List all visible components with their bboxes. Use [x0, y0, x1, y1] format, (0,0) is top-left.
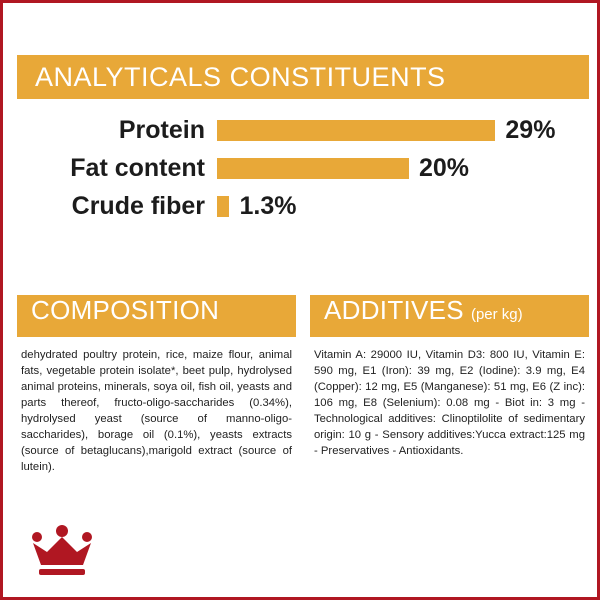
- additives-panel: [310, 295, 589, 475]
- analytical-constituents-panel: [17, 55, 589, 243]
- nutrient-label: Protein: [118, 115, 205, 144]
- composition-text: dehydrated poultry protein, rice, maize flour, animal fats, vegetable protein isolate*, beet pulp, hydrolysed animal proteins, minerals, soya oil, fish oil, yeasts and parts thereof, fructo-oligo-saccharides (0.34%), hydrolysed yeast (source of manno-oligo-saccharides), borage oil (0.1%), yeasts extracts (source of betaglucans),marigold extract (source of lutein).: [21, 349, 292, 474]
- additives-header: [310, 295, 589, 337]
- nutrient-bar: [217, 120, 495, 141]
- nutrient-bar: [217, 158, 409, 179]
- royal-canin-crown-logo: [29, 525, 95, 583]
- additives-title: ADDITIVES: [324, 295, 464, 325]
- nutrient-value: 29%: [505, 115, 556, 144]
- composition-panel: [17, 295, 296, 475]
- nutrient-label: Fat content: [70, 153, 205, 182]
- nutrient-bar: [217, 196, 229, 217]
- nutrient-value: 1.3%: [239, 191, 297, 220]
- composition-title: COMPOSITION: [31, 295, 220, 325]
- nutrient-bar-wrap: [217, 192, 589, 221]
- additives-text: Vitamin A: 29000 IU, Vitamin D3: 800 IU, Vitamin E: 590 mg, E1 (Iron): 39 mg, E2 (Iodine): 3.9 mg, E4 (Copper): 12 mg, E5 (Manganese): 51 mg, E6 (Z inc): 106 mg, E8 (Selenium): 0.08 mg - Biot in: 3 mg - Technological additives: Clinoptilolite of sedimentary origin: 10 g - Sensory additives:Yucca extract:125 mg - Preservatives - Antioxidants.: [314, 349, 585, 458]
- analytical-constituents-header: [17, 55, 589, 99]
- composition-header: [17, 295, 296, 337]
- nutrient-label: Crude fiber: [71, 191, 205, 220]
- nutrient-row: [17, 149, 589, 187]
- nutrient-rows: [17, 99, 589, 225]
- nutrient-value: 20%: [419, 153, 470, 182]
- nutrient-row: [17, 111, 589, 149]
- nutrient-row: [17, 187, 589, 225]
- nutrient-bar-wrap: [217, 116, 589, 145]
- detail-panels: [17, 295, 589, 475]
- analytical-constituents-title: ANALYTICALS CONSTITUENTS: [35, 61, 446, 92]
- nutrient-bar-wrap: [217, 154, 589, 183]
- additives-subtitle: (per kg): [470, 306, 523, 323]
